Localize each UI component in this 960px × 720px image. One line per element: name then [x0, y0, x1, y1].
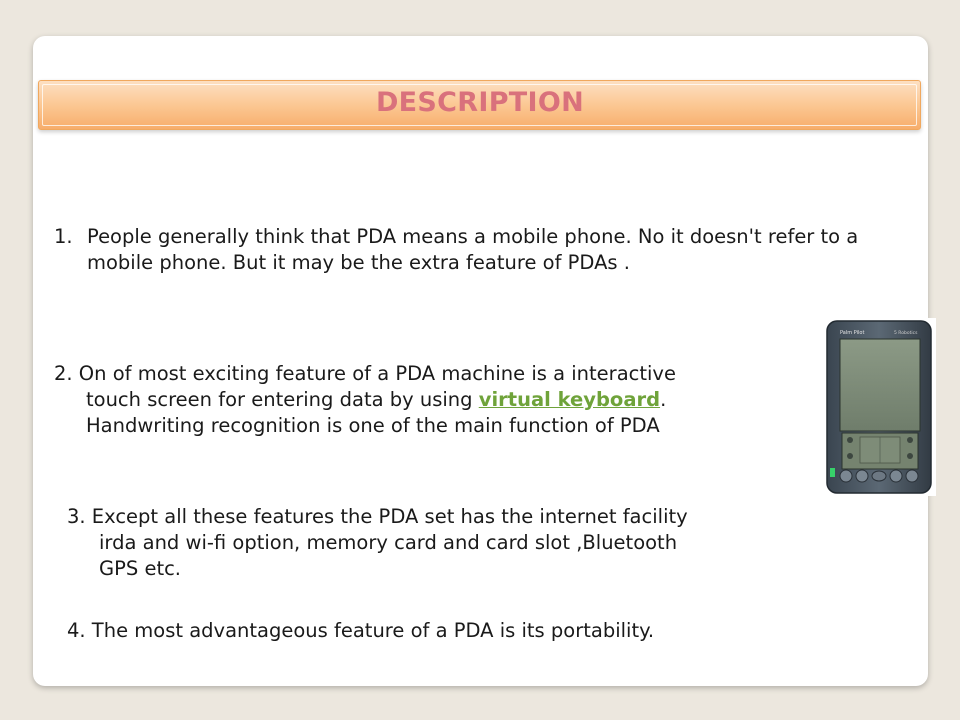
virtual-keyboard-link[interactable]: virtual keyboard [478, 388, 661, 411]
point-4: 4. The most advantageous feature of a PDA is its portability. [67, 619, 655, 642]
point-1-number: 1. [54, 225, 73, 248]
point-1 [54, 224, 899, 276]
point-2-line-2 [54, 387, 844, 413]
pda-button-2 [856, 470, 868, 482]
pda-button-1 [840, 470, 852, 482]
pda-find-icon [907, 453, 913, 459]
pda-menu-icon [847, 453, 853, 459]
point-2-line-3: Handwriting recognition is one of the main function of PDA [86, 414, 660, 437]
slide-title: DESCRIPTION [375, 87, 585, 118]
point-3-line-2: irda and wi-fi option, memory card and card slot ,Bluetooth [99, 531, 678, 554]
pda-device-illustration [822, 318, 936, 496]
pda-screen [840, 339, 920, 431]
point-1-text: People generally think that PDA means a mobile phone. No it doesn't refer to a mobile phone. But it may be the extra feature of PDAs . [87, 225, 859, 274]
point-2-line-1: 2. On of most exciting feature of a PDA machine is a interactive [54, 362, 676, 385]
pda-power-indicator [830, 468, 835, 477]
pda-calc-icon [907, 437, 913, 443]
pda-home-icon [847, 437, 853, 443]
point-3-line-1: 3. Except all these features the PDA set has the internet facility [67, 505, 688, 528]
pda-brand-label: Palm Pilot [840, 330, 865, 336]
pda-model-label: 5 Robotics [894, 331, 918, 336]
pda-button-3 [890, 470, 902, 482]
pda-button-4 [906, 470, 918, 482]
pda-scroll-button [872, 471, 886, 481]
pda-device-image [822, 318, 936, 496]
point-2 [54, 361, 844, 439]
point-2-line-2-text: touch screen for entering data by using [86, 388, 479, 411]
point-2-line-2-end: . [660, 388, 667, 411]
point-3 [67, 504, 857, 582]
point-3-line-3: GPS etc. [99, 557, 182, 580]
